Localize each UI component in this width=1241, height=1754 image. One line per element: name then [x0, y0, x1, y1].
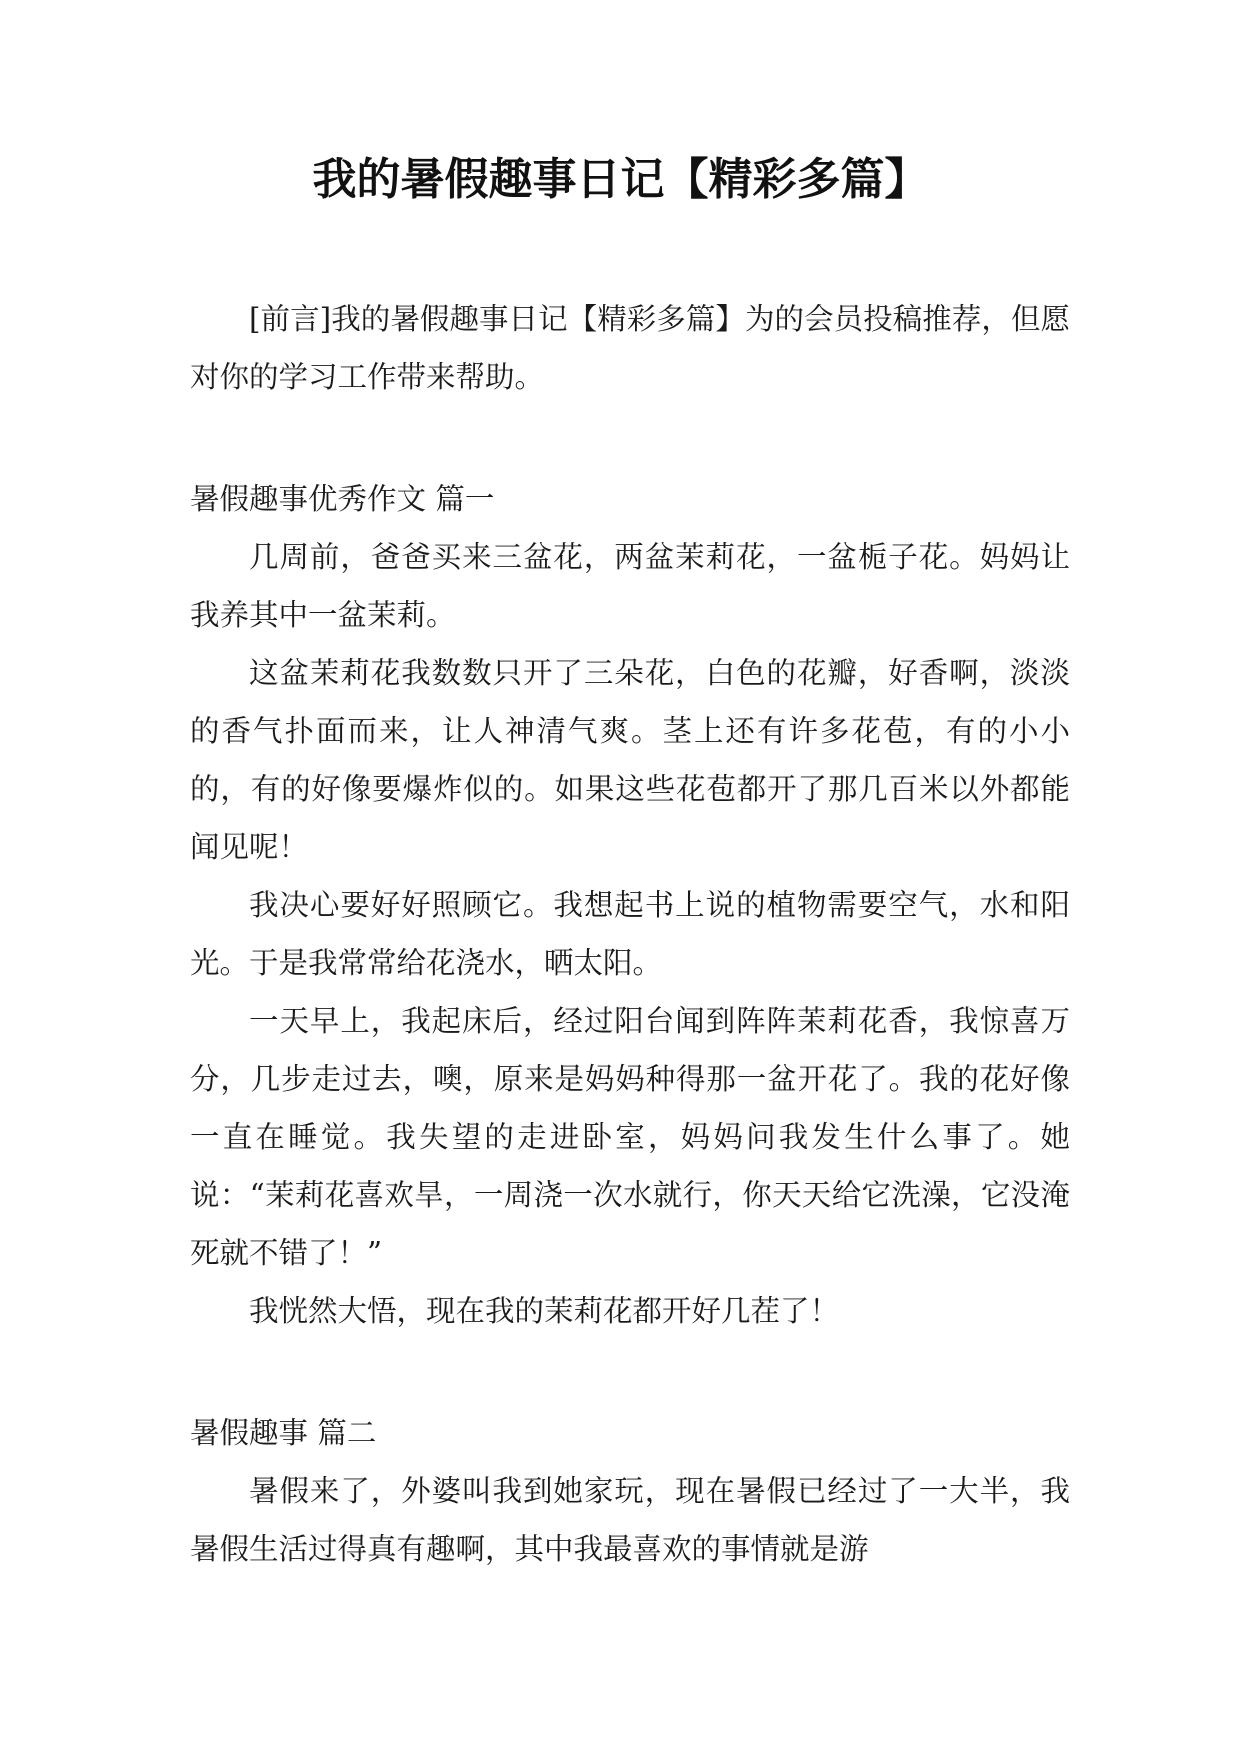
section-spacer [190, 1340, 1070, 1404]
document-title: 我的暑假趣事日记【精彩多篇】 [312, 154, 929, 205]
section-1-paragraph-4: 一天早上，我起床后，经过阳台闻到阵阵茉莉花香，我惊喜万分，几步走过去，噢，原来是妈妈种得那一盆开花了。我的花好像一直在睡觉。我失望的走进卧室，妈妈问我发生什么事了。她说：“茉莉花喜欢旱，一周浇一次水就行，你天天给它洗澡，它没淹死就不错了！” [190, 1004, 1070, 1270]
section-1-paragraph-2: 这盆茉莉花我数数只开了三朵花，白色的花瓣，好香啊，淡淡的香气扑面而来，让人神清气爽。茎上还有许多花苞，有的小小的，有的好像要爆炸似的。如果这些花苞都开了那几百米以外都能闻见呢！ [190, 656, 1070, 864]
preface-paragraph: [前言]我的暑假趣事日记【精彩多篇】为的会员投稿推荐，但愿对你的学习工作带来帮助。 [190, 302, 1070, 394]
section-2-paragraph-1: 暑假来了，外婆叫我到她家玩，现在暑假已经过了一大半，我暑假生活过得真有趣啊，其中我最喜欢的事情就是游 [190, 1474, 1070, 1566]
document-body [190, 290, 1070, 1578]
section-spacer [190, 406, 1070, 470]
section-heading-1: 暑假趣事优秀作文 篇一 [190, 482, 495, 516]
section-1-paragraph-5: 我恍然大悟，现在我的茉莉花都开好几茬了！ [249, 1294, 840, 1328]
section-1-paragraph-1: 几周前，爸爸买来三盆花，两盆茉莉花，一盆栀子花。妈妈让我养其中一盆茉莉。 [190, 540, 1070, 632]
section-1-paragraph-3: 我决心要好好照顾它。我想起书上说的植物需要空气，水和阳光。于是我常常给花浇水，晒太阳。 [190, 888, 1070, 980]
section-heading-2: 暑假趣事 篇二 [190, 1416, 377, 1450]
